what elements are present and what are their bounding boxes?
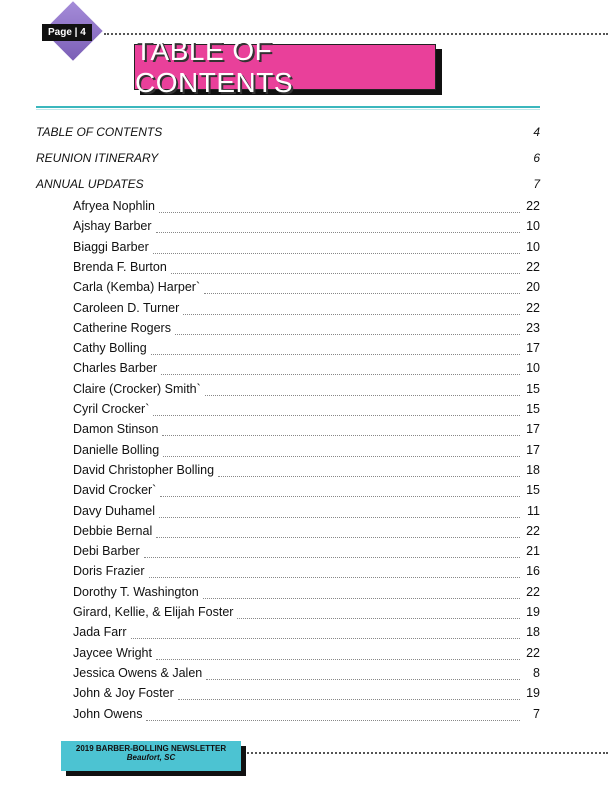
toc-leader-dots: [153, 253, 520, 254]
toc-entry-page: 22: [526, 524, 540, 538]
toc-entry-row[interactable]: [73, 524, 540, 542]
toc-entry-label: Davy Duhamel: [73, 504, 155, 518]
toc-entry-label: Jada Farr: [73, 625, 127, 639]
toc-leader-dots: [203, 598, 520, 599]
toc-leader-dots: [178, 699, 520, 700]
toc-leader-dots: [131, 638, 520, 639]
toc-leader-dots: [159, 517, 520, 518]
toc-leader-dots: [153, 415, 520, 416]
toc-entry-page: 17: [526, 422, 540, 436]
toc-entry-label: Debbie Bernal: [73, 524, 153, 538]
toc-leader-dots: [161, 374, 520, 375]
toc-entry-page: 18: [526, 463, 540, 477]
toc-entry-page: 10: [526, 219, 540, 233]
toc-entry-label: Ajshay Barber: [73, 219, 152, 233]
toc-entry-label: Cathy Bolling: [73, 341, 147, 355]
page-title: TABLE OF CONTENTS: [135, 35, 293, 98]
toc-leader-dots: [146, 720, 520, 721]
toc-entry-label: Doris Frazier: [73, 564, 145, 578]
toc-entry-page: 17: [526, 341, 540, 355]
toc-entry-page: 22: [526, 199, 540, 213]
toc-entry-page: 21: [526, 544, 540, 558]
toc-entry-row[interactable]: [73, 402, 540, 420]
toc-entry-page: 7: [533, 707, 540, 721]
toc-entry-label: Cyril Crocker`: [73, 402, 150, 416]
toc-entry-row[interactable]: [73, 463, 540, 481]
toc-entry-row[interactable]: [73, 625, 540, 643]
toc-main-page: 7: [533, 177, 540, 191]
toc-entry-label: Jaycee Wright: [73, 646, 152, 660]
toc-entry-page: 15: [526, 382, 540, 396]
toc-entry-label: Jessica Owens & Jalen: [73, 666, 203, 680]
page-number-badge: Page | 4: [42, 24, 92, 41]
toc-entry-page: 17: [526, 443, 540, 457]
toc-leader-dots: [160, 496, 520, 497]
toc-entry-row[interactable]: [73, 382, 540, 400]
footer-location: Beaufort, SC: [126, 753, 176, 762]
toc-entry-row[interactable]: [73, 219, 540, 237]
toc-entry-label: Claire (Crocker) Smith`: [73, 382, 201, 396]
toc-entry-page: 23: [526, 321, 540, 335]
toc-leader-dots: [171, 273, 520, 274]
toc-main-label: ANNUAL UPDATES: [36, 177, 144, 191]
toc-main-row[interactable]: [36, 125, 540, 143]
toc-main-row[interactable]: [36, 151, 540, 169]
toc-main-page: 6: [533, 151, 540, 165]
toc-leader-dots: [237, 618, 520, 619]
toc-main-row[interactable]: [36, 177, 540, 195]
toc-entry-page: 19: [526, 686, 540, 700]
toc-entry-page: 8: [533, 666, 540, 680]
toc-entry-row[interactable]: [73, 301, 540, 319]
toc-entry-label: David Crocker`: [73, 483, 157, 497]
toc-leader-dots: [205, 395, 520, 396]
toc-entry-row[interactable]: [73, 443, 540, 461]
toc-entry-row[interactable]: [73, 504, 540, 522]
toc-leader-dots: [156, 537, 520, 538]
toc-entry-row[interactable]: [73, 361, 540, 379]
toc-entry-page: 22: [526, 585, 540, 599]
toc-entry-label: David Christopher Bolling: [73, 463, 215, 477]
toc-entry-row[interactable]: [73, 341, 540, 359]
toc-entry-row[interactable]: [73, 321, 540, 339]
toc-entry-page: 19: [526, 605, 540, 619]
toc-leader-dots: [218, 476, 520, 477]
toc-entry-label: Caroleen D. Turner: [73, 301, 180, 315]
toc-leader-dots: [162, 435, 520, 436]
toc-main-page: 4: [533, 125, 540, 139]
toc-entry-row[interactable]: [73, 280, 540, 298]
toc-leader-dots: [183, 314, 520, 315]
toc-entry-page: 20: [526, 280, 540, 294]
toc-entry-row[interactable]: [73, 240, 540, 258]
toc-entry-label: Catherine Rogers: [73, 321, 171, 335]
toc-entry-label: Damon Stinson: [73, 422, 159, 436]
toc-leader-dots: [151, 354, 520, 355]
toc-entry-row[interactable]: [73, 199, 540, 217]
toc-entry-row[interactable]: [73, 646, 540, 664]
toc-entry-label: Carla (Kemba) Harper`: [73, 280, 201, 294]
toc-entry-row[interactable]: [73, 605, 540, 623]
toc-entry-row[interactable]: [73, 686, 540, 704]
toc-entry-page: 10: [526, 361, 540, 375]
toc-leader-dots: [156, 659, 520, 660]
footer-banner: [61, 741, 241, 771]
toc-entry-page: 11: [527, 504, 540, 518]
toc-entry-label: Biaggi Barber: [73, 240, 149, 254]
toc-leader-dots: [206, 679, 520, 680]
toc-main-label: REUNION ITINERARY: [36, 151, 159, 165]
toc-entry-label: John Owens: [73, 707, 143, 721]
toc-leader-dots: [149, 577, 520, 578]
toc-entry-row[interactable]: [73, 666, 540, 684]
toc-entry-label: Afryea Nophlin: [73, 199, 155, 213]
toc-entry-page: 22: [526, 646, 540, 660]
toc-leader-dots: [159, 212, 520, 213]
footer-dotted-line: [244, 752, 608, 754]
toc-entry-page: 10: [526, 240, 540, 254]
toc-leader-dots: [163, 456, 520, 457]
toc-leader-dots: [204, 293, 520, 294]
toc-entry-row[interactable]: [73, 585, 540, 603]
toc-entry-row[interactable]: [73, 544, 540, 562]
toc-entry-page: 15: [526, 402, 540, 416]
toc-entry-label: Danielle Bolling: [73, 443, 160, 457]
toc-entry-label: John & Joy Foster: [73, 686, 174, 700]
toc-entry-label: Dorothy T. Washington: [73, 585, 199, 599]
toc-entry-row[interactable]: [73, 564, 540, 582]
toc-entry-row[interactable]: [73, 260, 540, 278]
toc-entry-label: Charles Barber: [73, 361, 158, 375]
toc-entry-page: 22: [526, 260, 540, 274]
toc-entry-page: 22: [526, 301, 540, 315]
toc-entry-row[interactable]: [73, 707, 540, 725]
toc-leader-dots: [156, 232, 520, 233]
toc-entry-page: 16: [526, 564, 540, 578]
toc-entry-row[interactable]: [73, 422, 540, 440]
toc-leader-dots: [144, 557, 520, 558]
toc-entry-label: Girard, Kellie, & Elijah Foster: [73, 605, 234, 619]
toc-main-label: TABLE OF CONTENTS: [36, 125, 163, 139]
toc-entry-page: 15: [526, 483, 540, 497]
toc-entry-page: 18: [526, 625, 540, 639]
footer-newsletter-title: 2019 BARBER-BOLLING NEWSLETTER: [75, 744, 227, 753]
toc-leader-dots: [175, 334, 520, 335]
toc-entry-row[interactable]: [73, 483, 540, 501]
toc-entry-label: Brenda F. Burton: [73, 260, 167, 274]
toc-entry-label: Debi Barber: [73, 544, 140, 558]
